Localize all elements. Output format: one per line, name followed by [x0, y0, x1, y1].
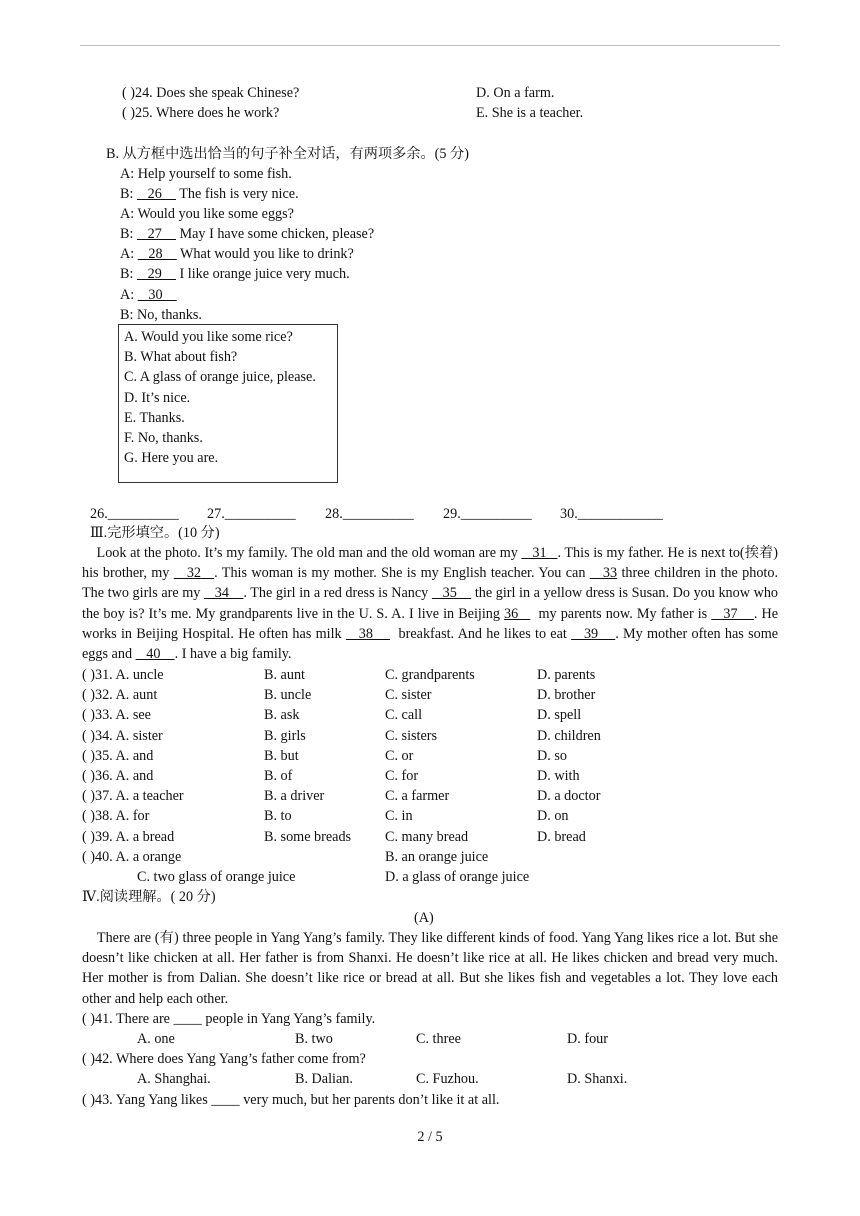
option-e-teacher: E. She is a teacher.: [476, 105, 584, 121]
cloze-option-d: D. so: [537, 747, 567, 764]
cloze-question: ( )34. A. sister: [82, 727, 163, 744]
header-rule: [80, 45, 780, 46]
blank-27: 27: [136, 226, 176, 242]
option-c: C. A glass of orange juice, please.: [124, 369, 316, 385]
option-b: B. What about fish?: [124, 349, 238, 365]
cloze-blank: 34: [204, 585, 244, 602]
cloze-question: ( )37. A. a teacher: [82, 788, 184, 805]
reading-passage: There are (有) three people in Yang Yang’s family. They like different kinds of food. Yang Yang likes rice a lot. But she doesn’t like chicken at all. Her father is from Shanxi. He doesn’t like rice at all. He likes chicken and bread very much. Her mother is from Dalian. She doesn’t like rice or bread at all. But she likes fish and vegetables a lot. They love each other and help each other.: [82, 930, 782, 1007]
cloze-option-d: D. a doctor: [537, 788, 601, 805]
cloze-option-d: D. spell: [537, 707, 582, 724]
answer-slot-28: 28.__________: [325, 506, 414, 522]
cloze-text: . This woman is my mother. She is my English teacher. You can: [214, 565, 590, 582]
cloze-question: ( )33. A. see: [82, 707, 151, 724]
option-d-farm: D. On a farm.: [476, 85, 555, 101]
cloze-option-b: B. aunt: [264, 667, 305, 683]
option-a: A. Would you like some rice?: [124, 329, 293, 345]
dialogue-line: A: 30: [120, 287, 177, 303]
options-box: [118, 324, 338, 483]
question-41: ( )41. There are ____ people in Yang Yang’s family.: [82, 1011, 376, 1027]
cloze-blank: 36: [504, 605, 531, 622]
cloze-option-b: B. but: [264, 747, 299, 764]
dialogue-line: B: No, thanks.: [120, 307, 202, 323]
cloze-question: ( )36. A. and: [82, 768, 154, 784]
cloze-option-c: C. or: [385, 747, 414, 764]
cloze-text: the girl in a yellow dress is Susan. Do you know who the boy is? It’s me. My grandparents live in the U. S. A. I live in Beijing: [82, 585, 782, 622]
cloze-option-b: B. some breads: [264, 828, 352, 845]
cloze-option-c: C. a farmer: [385, 788, 450, 805]
cloze-question: ( )38. A. for: [82, 808, 150, 825]
cloze-option-d: D. with: [537, 768, 580, 784]
part-b-heading: B. 从方框中选出恰当的句子补全对话，有两项多余。(5 分): [106, 146, 469, 162]
cloze-blank: 38: [345, 625, 390, 642]
dialogue-line: B: 26 The fish is very nice.: [120, 186, 299, 202]
question-42-option-b: B. Dalian.: [295, 1071, 353, 1087]
cloze-option-c: C. call: [385, 707, 423, 724]
dialogue-line: A: Would you like some eggs?: [120, 206, 294, 222]
question-41-option-c: C. three: [416, 1031, 461, 1047]
question-24: ( )24. Does she speak Chinese?: [122, 85, 300, 101]
option-e: E. Thanks.: [124, 410, 185, 426]
cloze-text: . This is my father. He is next to(挨着) his brother, my: [82, 545, 782, 582]
dialogue-line: B: 29 I like orange juice very much.: [120, 266, 350, 282]
cloze-option-b: B. girls: [264, 727, 306, 744]
cloze-option-d: D. on: [537, 808, 569, 825]
question-25: ( )25. Where does he work?: [122, 105, 280, 121]
dialogue-line: A: 28 What would you like to drink?: [120, 246, 354, 262]
cloze-option-b: B. of: [264, 768, 293, 784]
blank-29: 29: [136, 266, 176, 282]
cloze-blank: 35: [431, 585, 472, 602]
cloze-option-d: D. brother: [537, 687, 596, 704]
cloze-blank: 32: [173, 565, 215, 582]
question-40: ( )40. A. a orange: [82, 849, 182, 865]
question-40-option-b: B. an orange juice: [385, 849, 489, 865]
option-d: D. It’s nice.: [124, 390, 191, 406]
cloze-text: Look at the photo. It’s my family. The old man and the old woman are my: [82, 545, 522, 561]
cloze-option-c: C. for: [385, 768, 419, 784]
question-42-option-a: A. Shanghai.: [137, 1071, 211, 1087]
blank-28: 28: [137, 246, 177, 262]
dialogue-line: B: 27 May I have some chicken, please?: [120, 226, 375, 242]
cloze-option-b: B. a driver: [264, 788, 325, 805]
cloze-question: ( )35. A. and: [82, 747, 154, 764]
cloze-blank: 39: [571, 625, 616, 642]
answer-slot-26: 26.__________: [90, 506, 179, 522]
cloze-text: . I have a big family.: [174, 646, 292, 663]
question-42: ( )42. Where does Yang Yang’s father come from?: [82, 1051, 366, 1067]
cloze-option-d: D. children: [537, 727, 601, 744]
cloze-text: . The girl in a red dress is Nancy: [243, 585, 432, 602]
cloze-text: breakfast. And he likes to eat: [390, 625, 572, 642]
cloze-option-b: B. to: [264, 808, 292, 825]
cloze-blank: 31: [521, 545, 558, 561]
cloze-option-c: C. in: [385, 808, 413, 825]
answer-slot-27: 27.__________: [207, 506, 296, 522]
cloze-option-c: C. sisters: [385, 727, 438, 744]
question-40-option-d: D. a glass of orange juice: [385, 869, 530, 885]
cloze-option-d: D. bread: [537, 828, 586, 845]
option-f: F. No, thanks.: [124, 430, 203, 446]
section-a-label: (A): [414, 910, 434, 926]
cloze-option-c: C. grandparents: [385, 667, 475, 683]
cloze-option-c: C. sister: [385, 687, 432, 704]
cloze-option-c: C. many bread: [385, 828, 469, 845]
cloze-blank: 40: [135, 646, 175, 663]
cloze-text: three children in the photo. The two girls are my: [82, 565, 782, 602]
answer-slot-29: 29.__________: [443, 506, 532, 522]
question-40-option-c: C. two glass of orange juice: [137, 869, 296, 885]
cloze-text: . He works in Beijing Hospital. He often has milk: [82, 605, 782, 642]
option-g: G. Here you are.: [124, 450, 219, 466]
question-43: ( )43. Yang Yang likes ____ very much, but her parents don’t like it at all.: [82, 1092, 500, 1108]
answer-slot-30: 30.____________: [560, 506, 663, 522]
cloze-blank: 33: [589, 565, 618, 582]
cloze-question: ( )31. A. uncle: [82, 667, 164, 683]
cloze-blank: 37: [711, 605, 754, 622]
blank-30: 30: [137, 287, 177, 303]
cloze-passage: [82, 543, 782, 664]
cloze-text: . My mother often has some eggs and: [82, 625, 782, 663]
cloze-question: ( )32. A. aunt: [82, 687, 158, 704]
cloze-option-d: D. parents: [537, 667, 596, 683]
cloze-text: my parents now. My father is: [530, 605, 712, 622]
cloze-option-b: B. uncle: [264, 687, 312, 704]
cloze-option-b: B. ask: [264, 707, 300, 724]
part-iv-heading: Ⅳ.阅读理解。( 20 分): [82, 889, 216, 905]
cloze-question: ( )39. A. a bread: [82, 828, 175, 845]
page-number: 2 / 5: [417, 1129, 443, 1145]
question-41-option-a: A. one: [137, 1031, 175, 1047]
part-iii-heading: Ⅲ.完形填空。(10 分): [90, 525, 220, 541]
blank-26: 26: [136, 186, 176, 202]
question-42-option-d: D. Shanxi.: [567, 1071, 628, 1087]
question-41-option-d: D. four: [567, 1031, 608, 1047]
dialogue-line: A: Help yourself to some fish.: [120, 166, 292, 182]
question-41-option-b: B. two: [295, 1031, 333, 1047]
question-42-option-c: C. Fuzhou.: [416, 1071, 479, 1087]
